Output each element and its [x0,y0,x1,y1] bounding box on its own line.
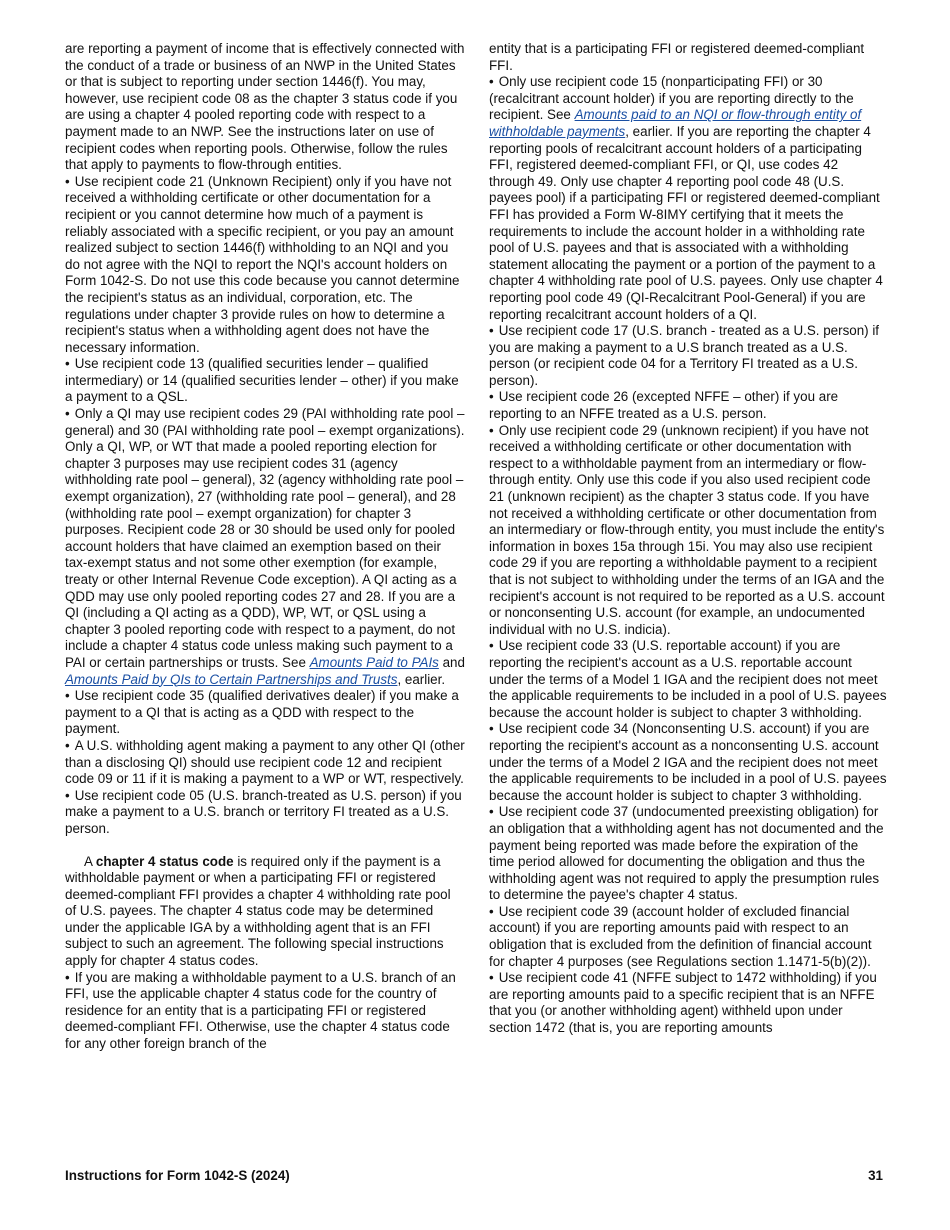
bullet-item: • Use recipient code 05 (U.S. branch-treated as U.S. person) if you make a payment to a U.S. branch or territory FI treated as a U.S. person. [65,788,465,838]
bullet-item: • Use recipient code 13 (qualified securities lender – qualified intermediary) or 14 (qualified securities lender – other) if you make a payment to a QSL. [65,356,465,406]
bullet-item: • Only use recipient code 29 (unknown recipient) if you have not received a withholding certificate or other documentation with respect to a withholdable payment from an intermediary or flow-through entity. Only use this code if you also used recipient code 21 (unknown recipient) as the chapter 3 status code. If you have not received a withholding certificate or other documentation from an intermediary or flow-through entity, you must include the entity's information in boxes 15a through 15i. You may also use recipient code 29 if you are reporting a withholdable payment to a recipient that is not subject to withholding under the terms of an IGA and the recipient's account is not required to be reported as a U.S. account or nonconsenting U.S. account (for example, an undocumented individual with no U.S. indicia). [489,423,887,639]
left-column [65,41,465,1053]
paragraph: are reporting a payment of income that is effectively connected with the conduct of a trade or business of an NWP in the United States or that is subject to reporting under section 1446(f). You may, however, use recipient code 08 as the chapter 3 status code if you are using a chapter 4 pooled reporting code with respect to a payment made to an NWP. See the instructions later on use of recipient codes when reporting pools. Otherwise, follow the rules that apply to payments to flow-through entities. [65,41,465,173]
bullet-item: • Use recipient code 33 (U.S. reportable account) if you are reporting the recipient's account as a U.S. reportable account under the terms of a Model 1 IGA and the recipient does not meet the applicable requirements to be included in a pool of U.S. payees because the account holder is subject to chapter 3 withholding. [489,638,887,721]
right-column [489,41,887,1037]
bullet-item [489,74,887,323]
bullet-item: • Use recipient code 35 (qualified derivatives dealer) if you make a payment to a QI that is acting as a QDD with respect to the payment. [65,688,465,738]
bullet-item: • A U.S. withholding agent making a payment to any other QI (other than a disclosing QI) should use recipient code 12 and recipient code 09 or 11 if it is making a payment to a WP or WT, respectively. [65,738,465,788]
link-amounts-paid-by-qis[interactable]: Amounts Paid by QIs to Certain Partnerships and Trusts [65,671,398,687]
paragraph: entity that is a participating FFI or registered deemed-compliant FFI. [489,41,865,73]
bullet-text: Only a QI may use recipient codes 29 (PAI withholding rate pool – general) and 30 (PAI withholding rate pool – exempt organizations). Only a QI, WP, or WT that made a pooled reporting election for chapter 3 purposes may use recipient codes 31 (agency withholding rate pool – general), 32 (agency withholding rate pool – exempt organization), 27 (withholding rate pool – general), and 28 (withholding rate pool – exempt organization) for chapter 3 purposes. Recipient code 28 or 30 should be used only for pooled account holders that have claimed an exemption based on their tax-exempt status and not some other exemption (for example, treaty or other Internal Revenue Code exception). A QI acting as a QDD may use only pooled reporting codes 27 and 28. If you are a QI (including a QI acting as a QDD), WP, WT, or QSL using a chapter 3 pooled reporting code with respect to a payment, do not include a chapter 4 status code unless making such payment to a PAI or certain partnerships or trusts. See [65,406,465,670]
bold-term: chapter 4 status code [95,853,234,869]
bullet-text: , earlier. If you are reporting the chapter 4 reporting pools of recalcitrant account holders of a participating FFI, registered deemed-compliant FFI, or QI, use codes 42 through 49. Only use chapter 4 reporting pool code 48 (U.S. payees pool) if a participating FFI or registered deemed-compliant FFI has provided a Form W-8IMY certifying that it meets the requirements to include the account holder in a withholding rate pool of U.S. payees and that is associated with a withholding statement allocating the payment or a portion of the payment to a chapter 4 withholding rate pool of U.S. payees. Only use chapter 4 reporting pool code 49 (QI-Recalcitrant Pool-General) if you are reporting recalcitrant account holders of a QI. [489,123,883,322]
bullet-text: and [438,654,465,670]
link-amounts-paid-to-pais[interactable]: Amounts Paid to PAIs [309,654,439,670]
bullet-text: Only use recipient code 15 (nonparticipating FFI) or 30 (recalcitrant account holder) if you are reporting directly to the recipient. See [489,74,854,123]
bullet-item: • Use recipient code 26 (excepted NFFE – other) if you are reporting to an NFFE treated as a U.S. person. [489,389,887,422]
page-number: 31 [868,1168,883,1183]
paragraph-text: is required only if the payment is a withholdable payment or when a participating FFI or registered deemed-compliant FFI provides a chapter 4 withholding rate pool of U.S. payees. The chapter 4 status code may be determined under the applicable IGA by a withholding agent that is an FFI subject to such an agreement. The following special instructions apply for chapter 4 status codes. [65,853,451,969]
link-amounts-paid-to-nqi[interactable]: Amounts paid to an NQI or flow-through entity of withholdable payments [489,107,862,139]
paragraph-text: A [84,853,96,869]
bullet-item: • Use recipient code 17 (U.S. branch - treated as a U.S. person) if you are making a payment to a U.S branch treated as a U.S. person (or recipient code 04 for a Territory FI treated as a U.S. person). [489,323,887,389]
footer-title: Instructions for Form 1042-S (2024) [65,1168,290,1183]
bullet-item: • Use recipient code 37 (undocumented preexisting obligation) for an obligation that a withholding agent has not documented and the payment being reported was made before the expiration of the time period allowed for documenting the obligation and thus the withholding agent was not required to apply the presumption rules to determine the payee's chapter 4 status. [489,804,887,904]
bullet-item: • Use recipient code 39 (account holder of excluded financial account) if you are reporting amounts paid with respect to an obligation that is excluded from the definition of financial account for chapter 4 purposes (see Regulations section 1.1471-5(b)(2)). [489,904,887,970]
spacer [65,838,465,854]
bullet-item: • Use recipient code 41 (NFFE subject to 1472 withholding) if you are reporting amounts paid to a specific recipient that is an NFFE that you (or another withholding agent) withheld upon under section 1472 (that is, you are reporting amounts [489,970,887,1036]
bullet-text: , earlier. [397,671,446,687]
bullet-item: • Use recipient code 21 (Unknown Recipient) only if you have not received a withholding certificate or other documentation for a recipient or you cannot determine how much of a payment is reliably associated with a specific recipient, or you pay an amount realized subject to section 1446(f) withholding to an NQI and you do not agree with the NQI to report the NQI's account holders on Form 1042-S. Do not use this code because you cannot determine the recipient's status as an individual, corporation, etc. The regulations under chapter 3 provide rules on how to determine a recipient's status when a withholding agent does not have the necessary information. [65,174,465,357]
bullet-item: • Use recipient code 34 (Nonconsenting U.S. account) if you are reporting the recipient's account as a nonconsenting U.S. account under the terms of a Model 2 IGA and the recipient does not meet the applicable requirements to be included in a pool of U.S. payees because the account holder is subject to chapter 3 withholding. [489,721,887,804]
paragraph-chapter4 [65,854,465,970]
bullet-item: • If you are making a withholdable payment to a U.S. branch of an FFI, use the applicable chapter 4 status code for the country of residence for an entity that is a participating FFI or registered deemed-compliant FFI. Otherwise, use the chapter 4 status code for any other foreign branch of the [65,970,465,1053]
bullet-item [65,406,465,688]
